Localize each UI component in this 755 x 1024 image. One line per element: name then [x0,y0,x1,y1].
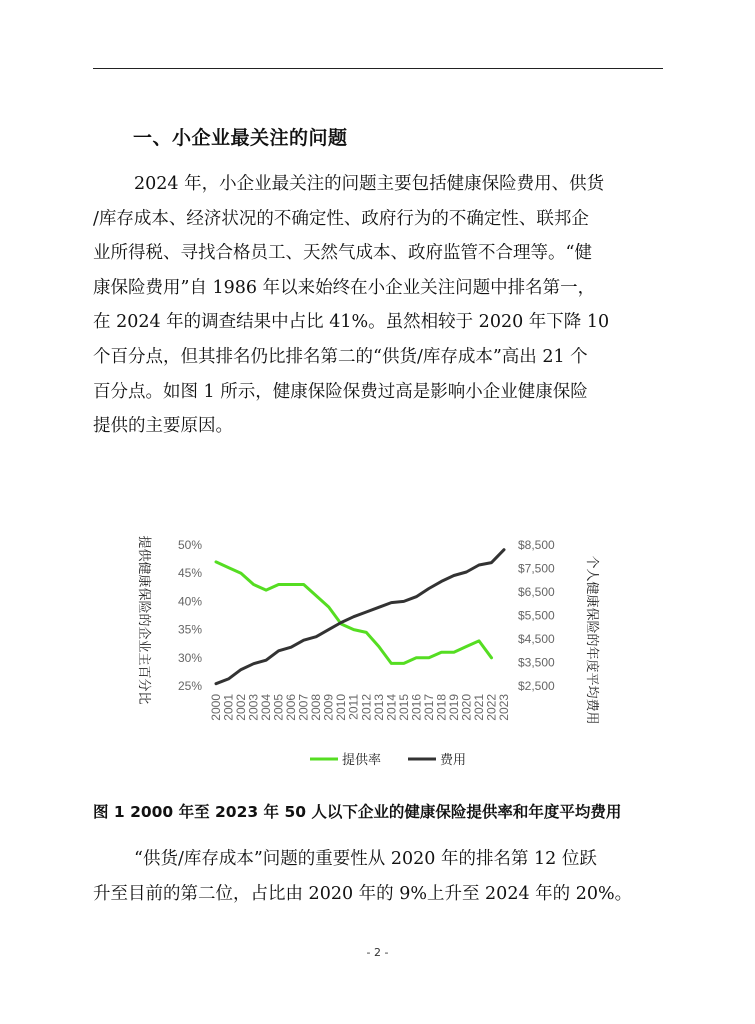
paragraph-1-line: 个百分点，但其排名仍比排名第二的“供货/库存成本”高出 21 个 [93,346,588,367]
x-axis-tick: 2023 [497,694,511,721]
x-axis-tick: 2018 [434,694,449,721]
right-axis-tick: $5,500 [518,608,555,623]
x-axis-tick: 2012 [359,694,374,721]
x-axis-tick: 2010 [334,694,349,721]
right-axis-tick: $2,500 [518,679,555,693]
paragraph-1-line: 百分点。如图 1 所示，健康保险保费过高是影响小企业健康保险 [93,381,588,402]
right-axis-tick: $3,500 [518,655,555,670]
x-axis-tick: 2007 [296,694,311,721]
legend-label-cost: 费用 [440,753,467,768]
header-rule [93,68,663,69]
left-axis-tick: 30% [177,650,202,665]
x-axis-tick: 2015 [396,694,411,721]
right-axis-tick: $7,500 [518,561,555,576]
x-axis-tick: 2004 [259,694,274,721]
x-axis-tick: 2003 [246,694,261,721]
x-axis-tick: 2006 [284,694,299,721]
x-axis-tick: 2019 [446,694,461,721]
paragraph-2 [93,842,665,911]
right-axis-tick: $6,500 [518,585,555,599]
x-axis-tick: 2013 [371,694,386,721]
page-number: - 2 - [366,946,389,959]
left-axis-tick: 40% [177,594,202,609]
x-axis-tick: 2022 [484,694,499,721]
right-axis-label: 个人健康保险的年度平均费用 [584,555,599,725]
left-axis-tick: 45% [177,566,202,581]
x-axis-tick: 2020 [459,694,474,721]
x-axis-tick: 2021 [471,694,486,721]
legend-label-rate: 提供率 [342,753,382,768]
paragraph-1 [93,167,665,444]
x-axis-tick: 2009 [321,694,336,721]
paragraph-2-line: 升至目前的第二位，占比由 2020 年的 9%上升至 2024 年的 20%。 [93,883,633,904]
x-axis-tick: 2017 [421,694,436,721]
paragraph-1-line: /库存成本、经济状况的不确定性、政府行为的不确定性、联邦企 [93,208,589,229]
left-axis-tick: 50% [177,538,202,552]
figure-1-chart [110,520,650,780]
x-axis-tick: 2011 [346,694,361,720]
x-axis-tick: 2005 [271,694,286,721]
legend [310,752,466,768]
x-axis-tick: 2016 [409,694,424,721]
paragraph-1-line: 提供的主要原因。 [93,416,233,437]
x-axis-tick: 2001 [221,694,236,721]
x-axis-tick: 2000 [209,694,223,721]
x-axis-tick: 2008 [309,694,324,721]
paragraph-1-line: 在 2024 年的调查结果中占比 41%。虽然相较于 2020 年下降 10 [93,312,610,333]
chart-svg [110,520,650,780]
left-axis-tick: 35% [177,622,202,637]
left-axis-tick: 25% [177,679,202,693]
figure-caption: 图 1 2000 年至 2023 年 50 人以下企业的健康保险提供率和年度平均费用 [93,803,622,821]
series-line-cost [216,550,504,684]
section-heading: 一、小企业最关注的问题 [133,127,348,149]
right-axis-tick: $4,500 [518,632,555,646]
paragraph-2-line: “供货/库存成本”问题的重要性从 2020 年的排名第 12 位跃 [134,849,597,869]
paragraph-1-line: 2024 年，小企业最关注的问题主要包括健康保险费用、供货 [134,174,605,194]
x-axis-tick: 2014 [384,694,399,721]
paragraph-1-line: 康保险费用”自 1986 年以来始终在小企业关注问题中排名第一， [93,277,596,298]
left-axis-label: 提供健康保险的企业主百分比 [136,535,151,705]
right-axis-tick: $8,500 [518,538,555,552]
x-axis-tick: 2002 [234,694,249,721]
paragraph-1-line: 业所得税、寻找合格员工、天然气成本、政府监管不合理等。“健 [93,243,592,264]
